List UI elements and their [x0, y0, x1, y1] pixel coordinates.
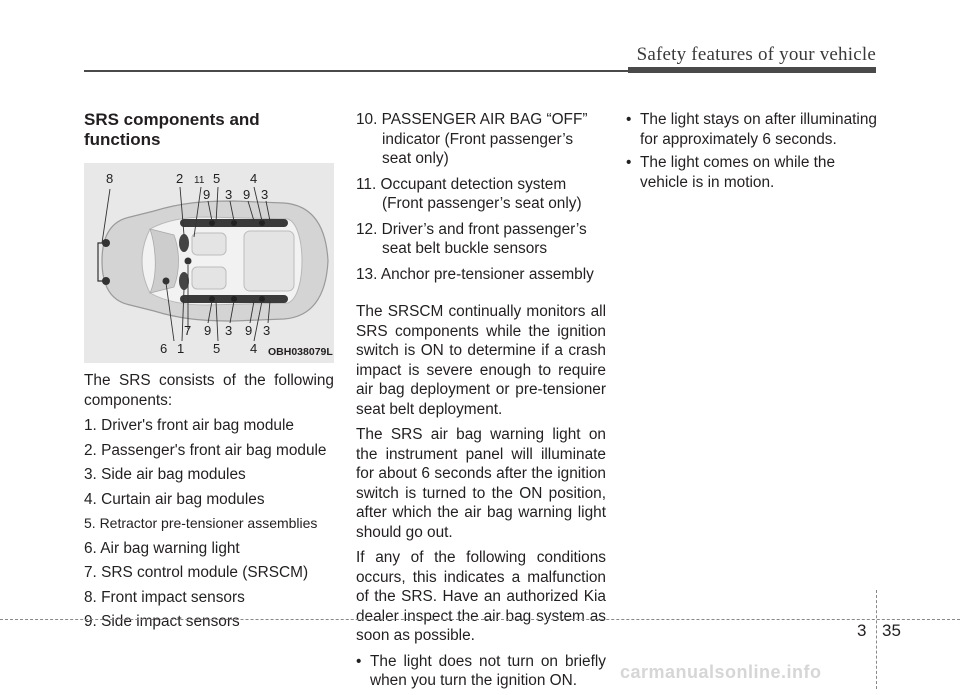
diagram-label: 1 — [177, 341, 185, 356]
bullet-icon: • — [626, 154, 632, 171]
header-rule-accent — [628, 67, 876, 73]
srs-components-diagram — [84, 163, 334, 363]
section-heading: SRS components and functions — [84, 110, 260, 149]
diagram-label: 8 — [106, 171, 114, 186]
diagram-label: 4 — [250, 341, 258, 356]
intro-text: The SRS consists of the following components: — [84, 372, 334, 409]
middle-column — [356, 110, 606, 695]
diagram-code: OBH038079L — [268, 346, 333, 358]
chapter-number: 3 — [857, 621, 867, 640]
list-item: 5. Retractor pre-tensioner assemblies — [84, 515, 318, 531]
list-item: 1. Driver's front air bag module — [84, 417, 294, 434]
list-item: 6. Air bag warning light — [84, 539, 240, 557]
list-item: 8. Front impact sensors — [84, 588, 245, 606]
list-item: 3. Side air bag modules — [84, 466, 246, 483]
paragraph: The SRS air bag warning light on the instrument panel will illuminate for about 6 seconds after the ignition switch is turned to the ON position, after which the air bag warning light should go out. — [356, 426, 606, 541]
bullet-item — [356, 652, 606, 691]
bullet-item — [626, 153, 878, 192]
bullet-icon: • — [626, 111, 632, 128]
watermark: carmanualsonline.info — [620, 662, 822, 682]
diagram-label: 3 — [261, 187, 269, 202]
bullet-icon: • — [356, 652, 362, 670]
diagram-label: 9 — [203, 187, 211, 202]
diagram-label: 3 — [263, 323, 271, 338]
bullet-item — [626, 110, 878, 149]
footer-rule — [0, 619, 960, 620]
diagram-label: 4 — [250, 171, 258, 186]
diagram-label: 5 — [213, 341, 221, 356]
diagram-label: 7 — [184, 323, 192, 338]
list-item: 12. Driver’s and front passenger’s seat belt buckle sensors — [356, 220, 587, 257]
list-item: 11. Occupant detection system (Front passenger’s seat only) — [356, 175, 582, 212]
bullet-text: The light comes on while the vehicle is in motion. — [640, 154, 836, 191]
left-column — [84, 110, 334, 637]
bullet-text: The light stays on after illuminating for approximately 6 seconds. — [640, 111, 877, 148]
paragraph: If any of the following conditions occurs, this indicates a malfunction of the SRS. Have an authorized Kia dealer inspect the air bag system as soon as possible. — [356, 549, 606, 644]
section-title: Safety features of your vehicle — [636, 44, 876, 65]
diagram-label: 5 — [213, 171, 221, 186]
paragraph: The SRSCM continually monitors all SRS components while the ignition switch is ON to determine if a crash impact is severe enough to require air bag deployment or pre-tensioner seat belt deployment. — [356, 303, 606, 418]
list-item: 9. Side impact sensors — [84, 613, 240, 630]
diagram-label: 6 — [160, 341, 168, 356]
diagram-label: 2 — [176, 171, 184, 186]
list-item: 13. Anchor pre-tensioner assembly — [356, 265, 594, 283]
diagram-label: 3 — [225, 323, 233, 338]
page-number: 35 — [882, 621, 901, 640]
diagram-label: 11 — [194, 175, 205, 186]
diagram-label: 3 — [225, 187, 233, 202]
right-column — [626, 110, 878, 196]
bullet-text: The light does not turn on briefly when you turn the ignition ON. — [370, 652, 606, 689]
list-item: 10. PASSENGER AIR BAG “OFF” indicator (Front passenger’s seat only) — [356, 111, 588, 167]
list-item: 2. Passenger's front air bag module — [84, 441, 327, 459]
diagram-label: 9 — [243, 187, 251, 202]
list-item: 4. Curtain air bag modules — [84, 490, 265, 508]
diagram-label: 9 — [204, 323, 212, 338]
footer-divider — [876, 590, 877, 689]
diagram-label: 9 — [245, 323, 253, 338]
list-item: 7. SRS control module (SRSCM) — [84, 564, 309, 581]
